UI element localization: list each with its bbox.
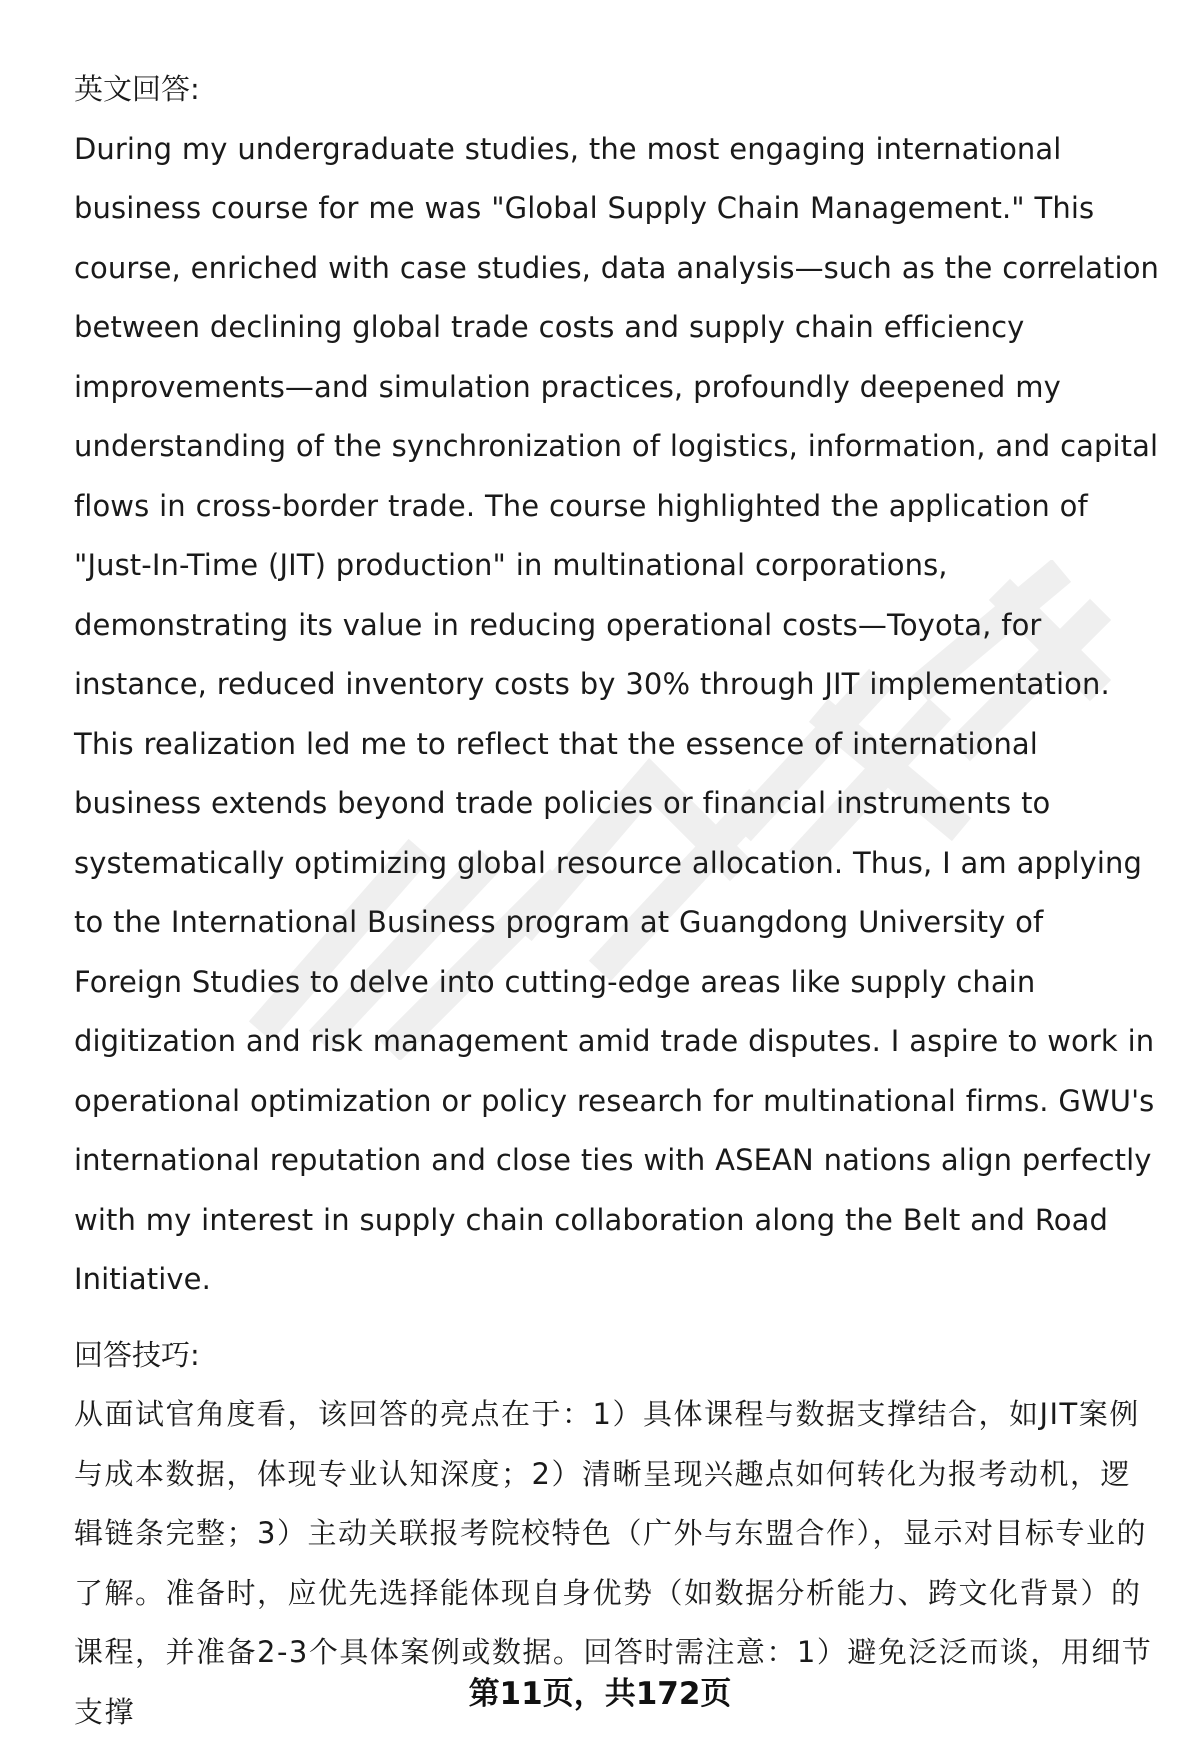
english-answer-paragraph: During my undergraduate studies, the most engaging international business course for me was "Global Supply Chain Management." This course, enriched with case studies, data analysis—such as the correlation between declining global trade costs and supply chain efficiency improvements—and simulation practices, profoundly deepened my understanding of the synchronization of logistics, information, and capital flows in cross-border trade. The course highlighted the application of "Just-In-Time (JIT) production" in multinational corporations, demonstrating its value in reducing operational costs—Toyota, for instance, reduced inventory costs by 30% through JIT implementation. This realization led me to reflect that the essence of international business extends beyond trade policies or financial instruments to systematically optimizing global resource allocation. Thus, I am applying to the International Business program at Guangdong University of Foreign Studies to delve into cutting-edge areas like supply chain digitization and risk management amid trade disputes. I aspire to work in operational optimization or policy research for multinational firms. GWU's international reputation and close ties with ASEAN nations align perfectly with my interest in supply chain collaboration along the Belt and Road Initiative. [74, 131, 1160, 1296]
document-page [74, 60, 1160, 1742]
tips-paragraph: 从面试官角度看，该回答的亮点在于：1）具体课程与数据支撑结合，如JIT案例与成本数据，体现专业认知深度；2）清晰呈现兴趣点如何转化为报考动机，逻辑链条完整；3）主动关联报考院校特色（广外与东盟合作），显示对目标专业的了解。准备时，应优先选择能体现自身优势（如数据分析能力、跨文化背景）的课程，并准备2-3个具体案例或数据。回答时需注意：1）避免泛泛而谈，用细节支撑 [74, 1397, 1153, 1729]
page-number: 第11页，共172页 [468, 1676, 732, 1712]
tips-label: 回答技巧: [74, 1337, 200, 1372]
english-answer-label: 英文回答: [74, 72, 200, 106]
